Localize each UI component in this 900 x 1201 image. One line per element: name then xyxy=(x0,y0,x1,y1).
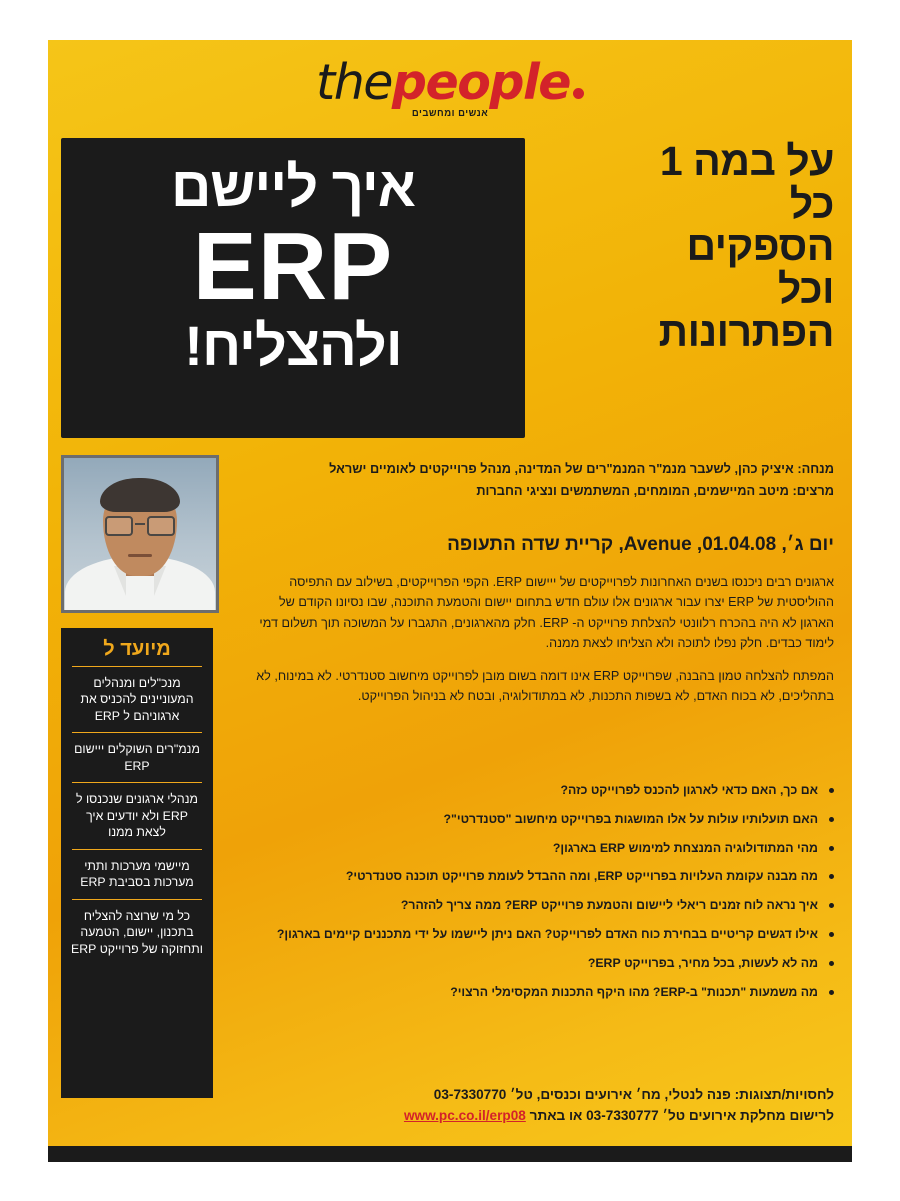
list-item: מהי המתודולוגיה המנצחת למימוש ERP בארגון? xyxy=(249,840,834,858)
footer-registration-text: לרישום מחלקת אירועים טל׳ 03-7330777 או באתר xyxy=(529,1107,834,1123)
brand-logo xyxy=(48,54,852,121)
list-item: מה לא לעשות, בכל מחיר, בפרוייקט ERP? xyxy=(249,955,834,973)
headline-right xyxy=(554,140,834,353)
host-line: מנחה: איציק כהן, לשעבר מנמ"ר המנמ"רים של המדינה, מנהל פרוייקטים לאומיים ישראל xyxy=(329,461,834,476)
headline-black-line-1: איך ליישם xyxy=(170,155,416,218)
sidebar-divider xyxy=(72,666,202,667)
portrait-glasses-right xyxy=(147,516,175,536)
logo-dot-icon xyxy=(573,88,584,99)
logo-people-text: people xyxy=(391,54,570,111)
headline-right-line-3: הספקים xyxy=(686,223,834,270)
headline-right-line-1: על במה 1 xyxy=(659,138,834,184)
lecturers-line: מרצים: מיטב המיישמים, המומחים, המשתמשים ונציגי החברות xyxy=(476,483,834,499)
list-item: אם כך, האם כדאי לארגון להכנס לפרוייקט כזה? xyxy=(249,782,834,800)
headline-right-line-5: הפתרונות xyxy=(658,308,834,355)
body-paragraph-1: ארגונים רבים ניכנסו בשנים האחרונות לפרוייקטים של ייישום ERP. הקפי הפרוייקטים, בשילוב עם התפיסה ההוליסטית של ERP יצרו עבור ארגונים אלו עולם חדש בתחום יישום והטמעת התוכנה, שבו נסיונו הקודם של הארגון לא היה בהכרח רלוונטי להצלחת פרוייקט ה- ERP. חלק מהארגונים, התגברו על המשוכה תוך תשלום דמי לימוד כבדים. חלק נפלו לתוכה ולא הצליחו לצאת ממנה. xyxy=(259,575,834,651)
headline-black-box xyxy=(61,138,525,438)
footer-contact xyxy=(234,1085,834,1126)
list-item: האם תועלותיו עולות על אלו המושגות בפרוייקט מיחשוב "סטנדרטי"? xyxy=(249,811,834,829)
audience-sidebar xyxy=(61,628,213,1098)
sidebar-title: מיועד ל xyxy=(103,638,171,660)
speakers-block xyxy=(256,458,834,503)
list-item: אילו דגשים קריטיים בבחירת כוח האדם לפרוייקט? האם ניתן ליישמו על ידי מתכננים קיימים בארגון? xyxy=(249,926,834,944)
list-item: איך נראה לוח זמנים ריאלי ליישום והטמעת פרוייקט ERP? ממה צריך להזהר? xyxy=(249,897,834,915)
logo-subtitle: אנשים ומחשבים xyxy=(411,108,489,119)
body-paragraph-2: המפתח להצלחה טמון בהבנה, שפרוייקט ERP אינו דומה בשום מובן לפרוייקט מיחשוב סטנדרטי. לא במינוח, לא בתהליכים, לא בכוח האדם, לא בשפות התכנות, לא במתודולוגיה, ובטח לא בניהול הפרוייקט. xyxy=(256,668,834,703)
headline-right-line-4: וכל xyxy=(777,265,834,312)
sidebar-divider xyxy=(72,782,202,783)
headline-row xyxy=(48,138,852,438)
portrait-mouth xyxy=(128,554,152,557)
body-copy xyxy=(254,572,834,718)
sidebar-item-3: מיישמי מערכות ותתי מערכות בסביבת ERP xyxy=(80,858,194,890)
sidebar-divider xyxy=(72,849,202,850)
footer-registration-line xyxy=(234,1106,834,1126)
sidebar-item-0: מנכ"לים ומנהלים המעוניינים להכניס את ארגוניהם ל ERP xyxy=(80,676,194,723)
portrait-glasses-left xyxy=(105,516,133,536)
headline-erp: ERP xyxy=(192,212,394,320)
headline-right-line-2: כל xyxy=(789,180,834,227)
poster-bottom-bar xyxy=(48,1146,852,1162)
list-item: מה משמעות "תכנות" ב-ERP? מהו היקף התכנות המקסימלי הרצוי? xyxy=(249,984,834,1002)
list-item: מה מבנה עקומת העלויות בפרוייקט ERP, ומה ההבדל לעומת פרוייקט תוכנה סטנדרטי? xyxy=(249,868,834,886)
logo-the-text: the xyxy=(316,54,392,111)
headline-black-line-3: ולהצליח! xyxy=(184,313,402,377)
sidebar-divider xyxy=(72,732,202,733)
sidebar-item-4: כל מי שרוצה להצליח בתכנון, יישום, הטמעה ותחזוקה של פרוייקט ERP xyxy=(71,908,203,956)
sidebar-item-2: מנהלי ארגונים שנכנסו ל ERP ולא יודעים איך לצאת ממנו xyxy=(76,792,198,840)
poster-canvas xyxy=(48,40,852,1162)
footer-sponsorship-line: לחסויות/תצוגות: פנה לנטלי, מח׳ אירועים וכנסים, טל׳ 03-7330770 xyxy=(433,1087,834,1103)
event-details: יום ג׳, 01.04.08, Avenue, קריית שדה התעופה xyxy=(447,534,834,555)
speaker-portrait xyxy=(61,455,219,613)
questions-list xyxy=(249,782,834,1013)
portrait-glasses-bridge xyxy=(135,523,145,525)
sidebar-divider xyxy=(72,899,202,900)
registration-url-link[interactable]: www.pc.co.il/erp08 xyxy=(403,1107,526,1123)
sidebar-item-1: מנמ"רים השוקלים ייישום ERP xyxy=(74,742,200,773)
